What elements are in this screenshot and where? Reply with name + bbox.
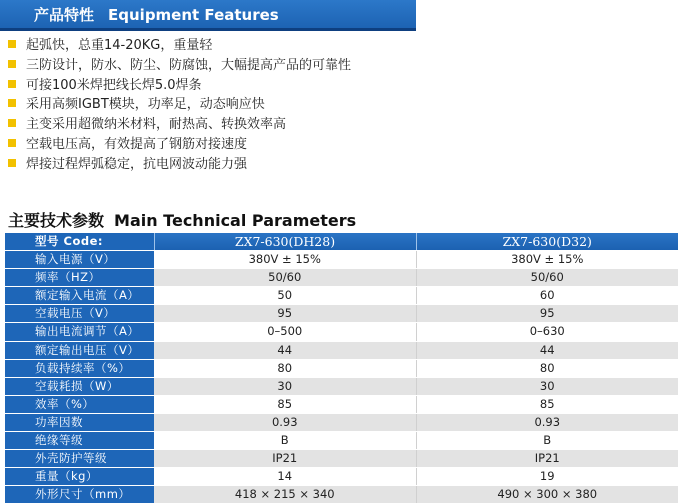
param-label: 输出电流调节（A） bbox=[5, 323, 154, 341]
param-value-model-2: 80 bbox=[416, 359, 678, 377]
param-value-model-1: 50 bbox=[154, 287, 416, 305]
param-value-model-1: 44 bbox=[154, 341, 416, 359]
feature-item: 采用高频IGBT模块，功率足，动态响应快 bbox=[8, 95, 351, 115]
param-value-model-2: 30 bbox=[416, 377, 678, 395]
table-row bbox=[5, 395, 678, 413]
param-value-model-2: 95 bbox=[416, 305, 678, 323]
feature-item: 起弧快，总重14-20KG，重量轻 bbox=[8, 36, 351, 56]
table-row bbox=[5, 323, 678, 341]
param-label: 外形尺寸（mm） bbox=[5, 486, 154, 504]
param-value-model-2: 0–630 bbox=[416, 323, 678, 341]
features-banner bbox=[0, 0, 416, 31]
param-value-model-2: IP21 bbox=[416, 450, 678, 468]
param-value-model-1: 380V ± 15% bbox=[154, 251, 416, 269]
param-label: 额定输入电流（A） bbox=[5, 287, 154, 305]
param-value-model-1: 0–500 bbox=[154, 323, 416, 341]
square-bullet-icon bbox=[8, 40, 16, 48]
param-value-model-2: 380V ± 15% bbox=[416, 251, 678, 269]
param-value-model-1: IP21 bbox=[154, 450, 416, 468]
feature-item: 三防设计，防水、防尘、防腐蚀，大幅提高产品的可靠性 bbox=[8, 56, 351, 76]
param-label: 额定输出电压（V） bbox=[5, 341, 154, 359]
feature-item: 焊接过程焊弧稳定，抗电网波动能力强 bbox=[8, 155, 351, 175]
table-row bbox=[5, 377, 678, 395]
param-label: 频率（HZ） bbox=[5, 269, 154, 287]
table-row bbox=[5, 305, 678, 323]
square-bullet-icon bbox=[8, 159, 16, 167]
table-row bbox=[5, 468, 678, 486]
param-value-model-2: 85 bbox=[416, 395, 678, 413]
param-label: 负载持续率（%） bbox=[5, 359, 154, 377]
param-value-model-1: B bbox=[154, 432, 416, 450]
param-value-model-2: 60 bbox=[416, 287, 678, 305]
table-row bbox=[5, 359, 678, 377]
parameters-title-cn: 主要技术参数 bbox=[8, 211, 105, 230]
features-title-cn: 产品特性 bbox=[34, 6, 95, 24]
square-bullet-icon bbox=[8, 119, 16, 127]
param-label: 空载耗损（W） bbox=[5, 377, 154, 395]
square-bullet-icon bbox=[8, 99, 16, 107]
param-value-model-2: 50/60 bbox=[416, 269, 678, 287]
param-value-model-1: 95 bbox=[154, 305, 416, 323]
param-label: 绝缘等级 bbox=[5, 432, 154, 450]
parameters-title bbox=[8, 209, 356, 233]
square-bullet-icon bbox=[8, 60, 16, 68]
param-label: 输入电源（V） bbox=[5, 251, 154, 269]
model-name-2: ZX7-630(D32) bbox=[416, 233, 678, 251]
table-header-row bbox=[5, 233, 678, 251]
table-row bbox=[5, 269, 678, 287]
param-label: 重量（kg） bbox=[5, 468, 154, 486]
parameters-title-en: Main Technical Parameters bbox=[114, 211, 357, 230]
square-bullet-icon bbox=[8, 139, 16, 147]
param-value-model-1: 80 bbox=[154, 359, 416, 377]
parameters-table bbox=[5, 233, 678, 504]
table-row bbox=[5, 287, 678, 305]
feature-item: 空载电压高，有效提高了钢筋对接速度 bbox=[8, 135, 351, 155]
param-label: 外壳防护等级 bbox=[5, 450, 154, 468]
model-code-label: 型号 Code: bbox=[5, 233, 154, 251]
param-value-model-1: 85 bbox=[154, 395, 416, 413]
param-label: 效率（%） bbox=[5, 395, 154, 413]
features-title-en: Equipment Features bbox=[108, 6, 279, 24]
param-value-model-2: B bbox=[416, 432, 678, 450]
param-label: 空载电压（V） bbox=[5, 305, 154, 323]
table-row bbox=[5, 341, 678, 359]
table-row bbox=[5, 413, 678, 431]
param-value-model-1: 418 × 215 × 340 bbox=[154, 486, 416, 504]
table-row bbox=[5, 432, 678, 450]
feature-item: 主变采用超微纳米材料，耐热高、转换效率高 bbox=[8, 115, 351, 135]
param-value-model-2: 490 × 300 × 380 bbox=[416, 486, 678, 504]
model-name-1: ZX7-630(DH28) bbox=[154, 233, 416, 251]
param-label: 功率因数 bbox=[5, 413, 154, 431]
param-value-model-1: 0.93 bbox=[154, 413, 416, 431]
feature-list bbox=[8, 36, 351, 175]
table-row bbox=[5, 251, 678, 269]
param-value-model-1: 50/60 bbox=[154, 269, 416, 287]
param-value-model-2: 0.93 bbox=[416, 413, 678, 431]
feature-item: 可接100米焊把线长焊5.0焊条 bbox=[8, 76, 351, 96]
table-row bbox=[5, 450, 678, 468]
param-value-model-1: 14 bbox=[154, 468, 416, 486]
param-value-model-2: 44 bbox=[416, 341, 678, 359]
param-value-model-2: 19 bbox=[416, 468, 678, 486]
square-bullet-icon bbox=[8, 80, 16, 88]
param-value-model-1: 30 bbox=[154, 377, 416, 395]
